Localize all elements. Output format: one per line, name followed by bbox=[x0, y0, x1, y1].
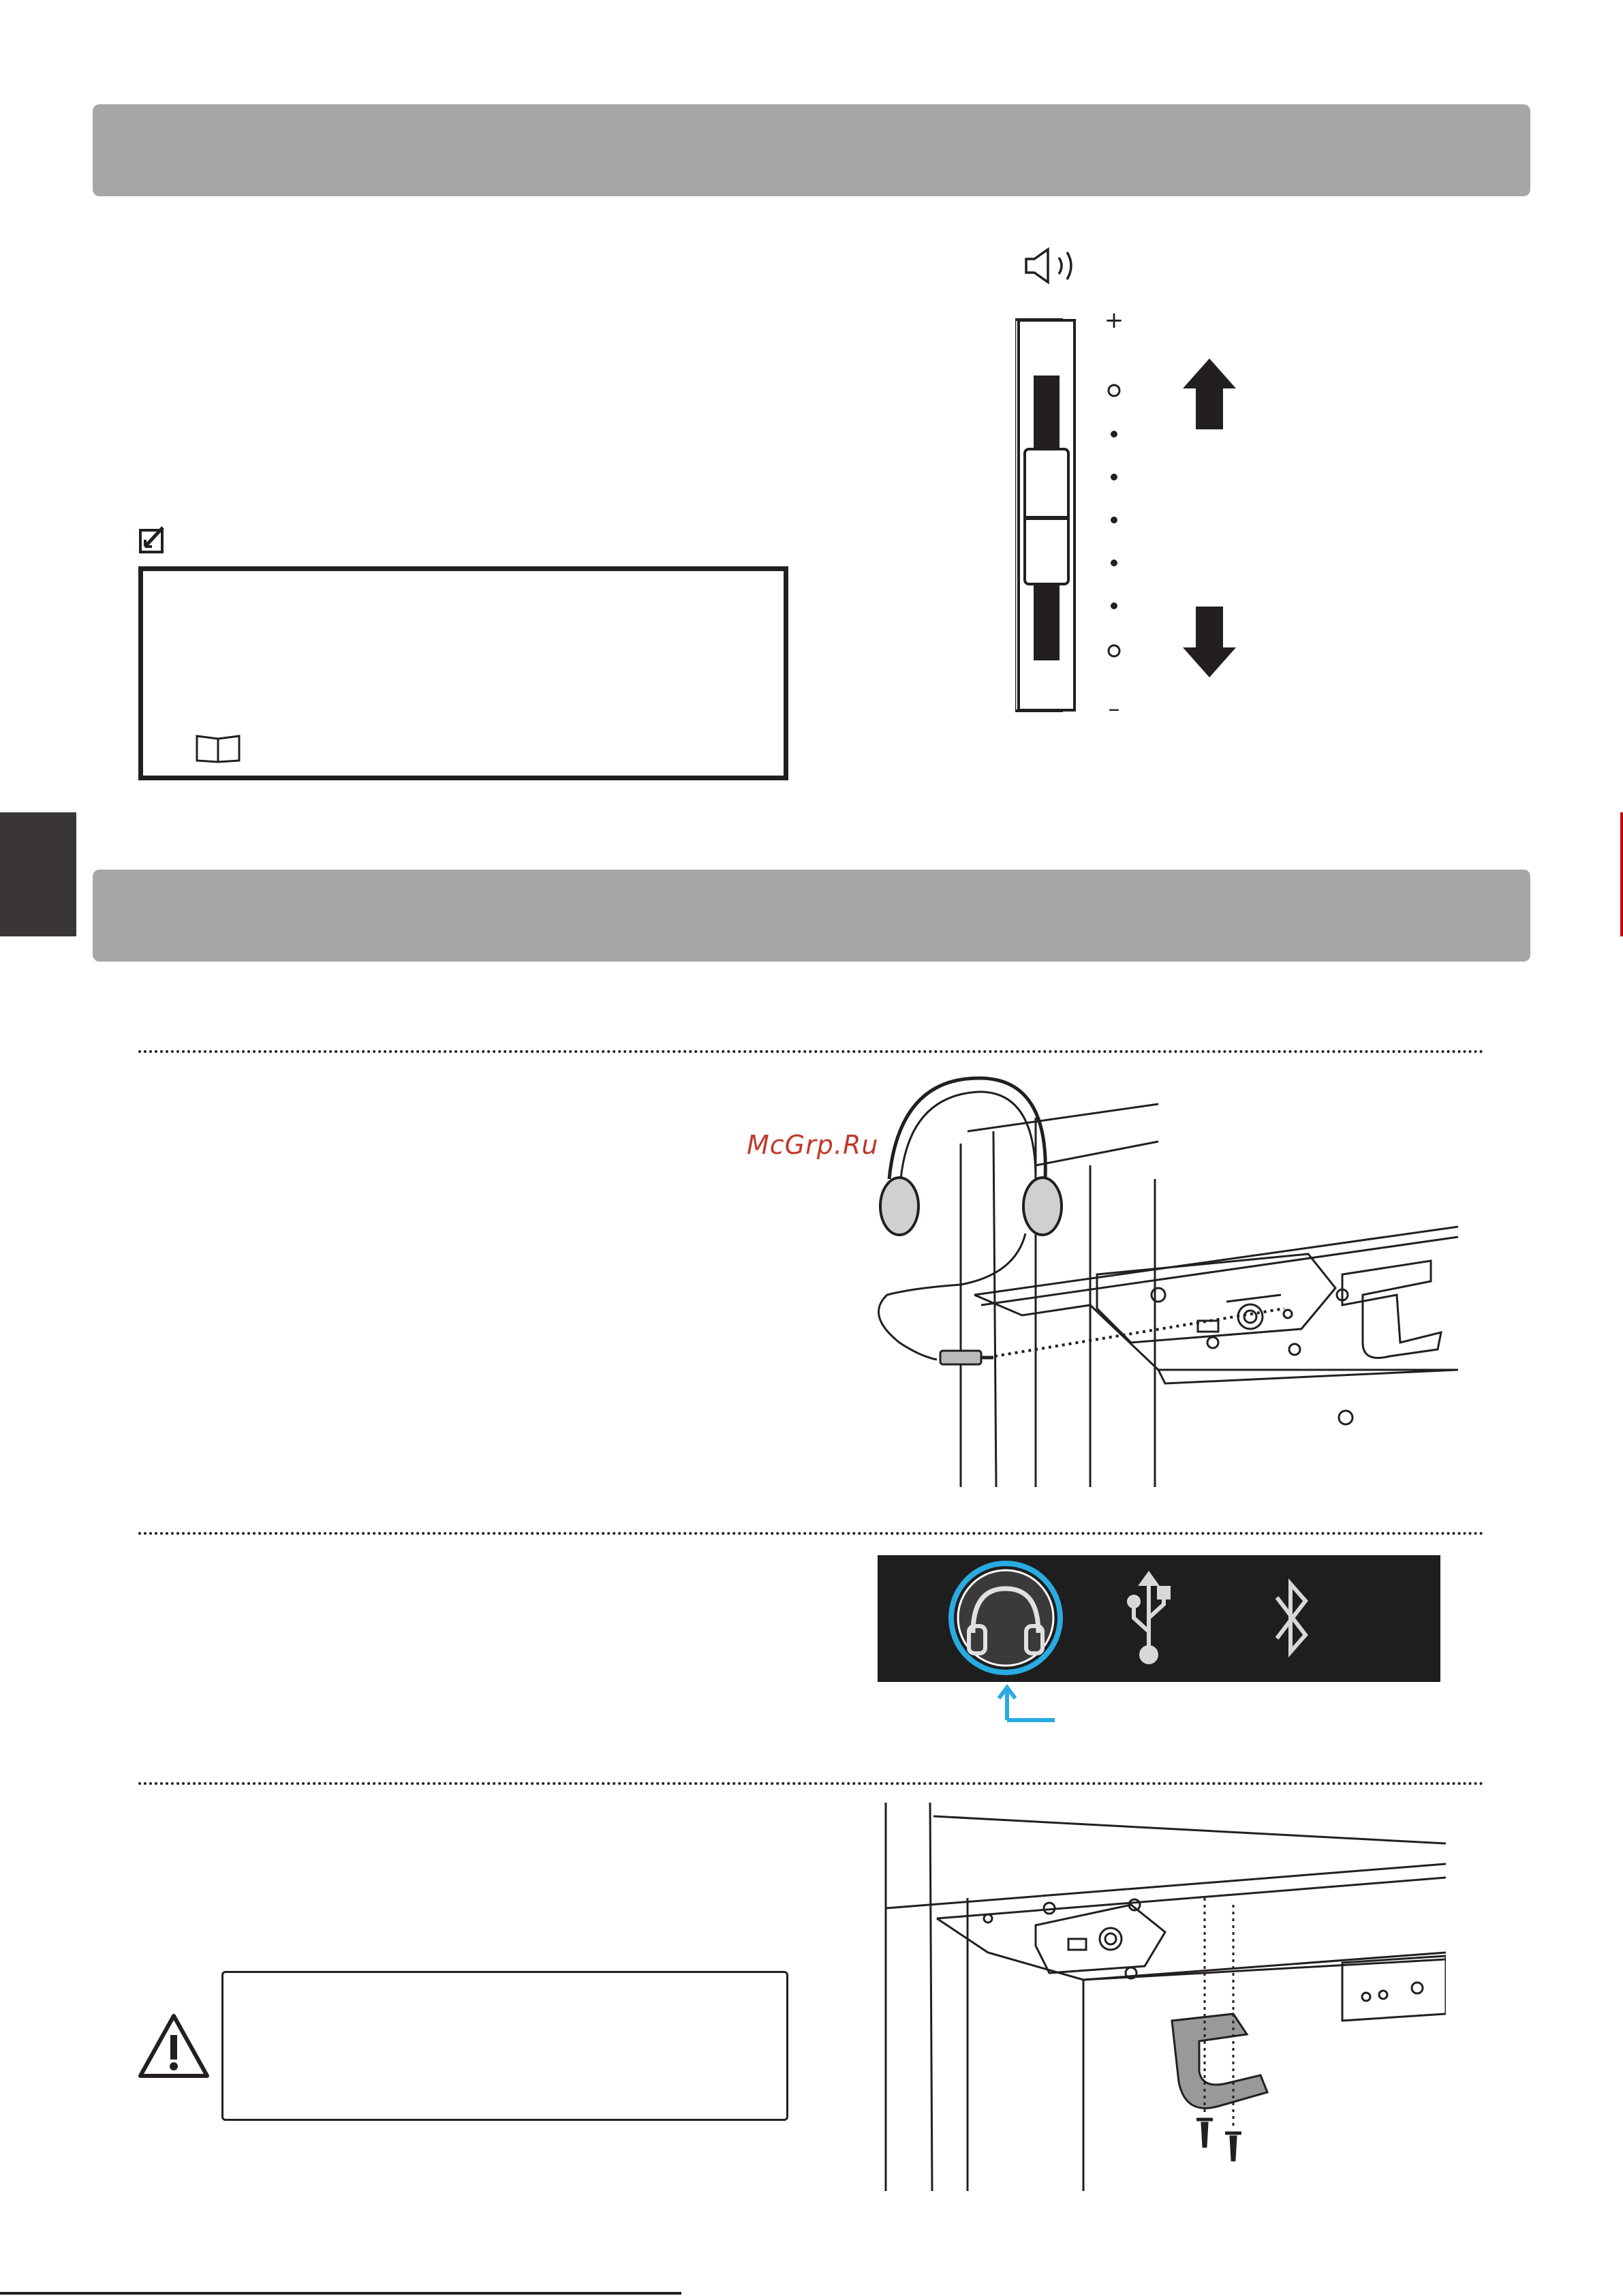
warning-box bbox=[221, 1971, 788, 2121]
note-box bbox=[138, 566, 788, 780]
arrow-up-icon bbox=[1181, 357, 1237, 431]
headphone-hook-installation-illustration bbox=[879, 1803, 1446, 2191]
selection-indicator-arrow bbox=[993, 1683, 1062, 1724]
volume-scale-marks bbox=[1104, 378, 1124, 664]
footer-rule bbox=[0, 2292, 681, 2295]
section-header-bar-2 bbox=[93, 870, 1530, 962]
connection-display-panel bbox=[878, 1555, 1440, 1682]
note-icon bbox=[138, 523, 170, 555]
headphone-connection-illustration bbox=[872, 1070, 1458, 1487]
volume-scale-minus: – bbox=[1108, 695, 1120, 722]
bluetooth-icon[interactable] bbox=[1265, 1570, 1319, 1666]
watermark-text: McGrp.Ru bbox=[747, 1130, 879, 1160]
volume-slider-knob[interactable] bbox=[1023, 448, 1070, 585]
usb-icon[interactable] bbox=[1122, 1570, 1176, 1666]
arrow-down-icon bbox=[1181, 605, 1237, 679]
headphones-icon[interactable] bbox=[946, 1558, 1066, 1678]
section-header-bar-1 bbox=[93, 104, 1530, 196]
volume-scale-plus: + bbox=[1104, 307, 1124, 334]
chapter-side-tab bbox=[0, 812, 76, 936]
section-divider-3 bbox=[138, 1782, 1484, 1785]
section-divider-2 bbox=[138, 1532, 1484, 1535]
warning-triangle-icon bbox=[138, 2013, 210, 2079]
speaker-volume-icon bbox=[1023, 247, 1082, 285]
page-edge-mark bbox=[1620, 812, 1623, 936]
book-reference-icon bbox=[194, 732, 242, 763]
section-divider-1 bbox=[138, 1050, 1484, 1053]
